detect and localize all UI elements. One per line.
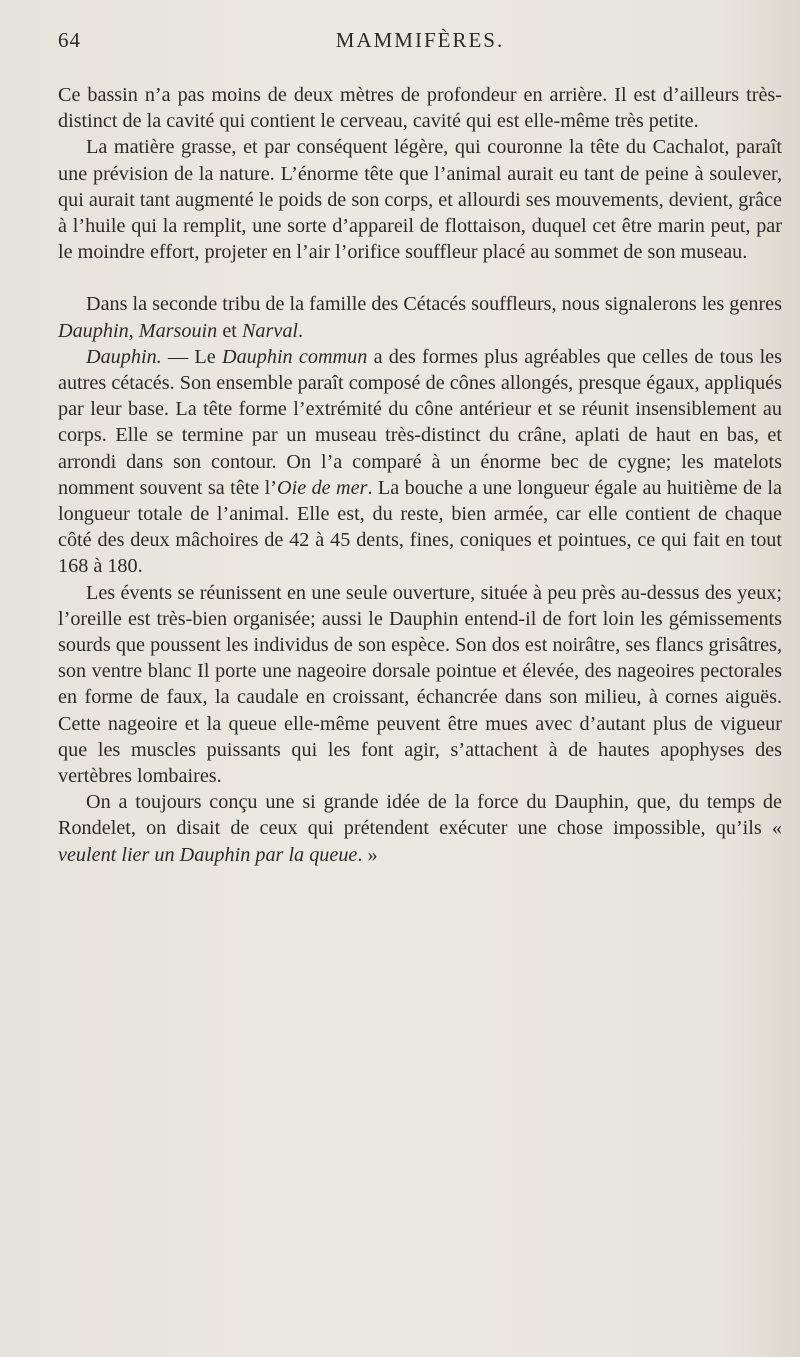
paragraph-cachalot-matiere-grasse: La matière grasse, et par conséquent légère, qui couronne la tête du Cachalot, paraît une prévision de la nature. L’énorme tête que l’animal aurait eu tant de peine à soulever, qui aurait tant augmenté le poids de son corps, et allourdi ses mouvements, devient, grâce à l’huile qui la remplit, une sorte d’appareil de flottaison, duquel cet être marin peut, par le moindre effort, projeter en l’air l’orifice souffleur placé au sommet de son museau.: [58, 136, 782, 264]
paragraph-seconde-tribu: Dans la seconde tribu de la famille des Cétacés souffleurs, nous signalerons les genres Dauphin, Marsouin et Narval.: [58, 293, 782, 342]
genus-marsouin: Marsouin: [138, 319, 218, 342]
species-dauphin-commun: Dauphin commun: [221, 345, 368, 368]
paragraph-dauphin-description: Dauphin. — Le Dauphin commun a des formes plus agréables que celles de tous les autres cétacés. Son ensemble paraît composé de cônes allongés, presque égaux, appliqués par leur base. La tête forme l’extrémité du cône antérieur et se réunit insensiblement au corps. Elle se termine par un museau très-distinct du crâne, aplati de haut en bas, et arrondi dans son contour. On l’a comparé à un énorme bec de cygne; les matelots nomment souvent sa tête l’Oie de mer. La bouche a une longueur égale au huitième de la longueur totale de l’animal. Elle est, du reste, bien armée, car elle contient de chaque côté des deux mâchoires de 42 à 45 dents, fines, coniques et pointues, ce qui fait en tout 168 à 180.: [58, 345, 783, 578]
page-number: 64: [58, 28, 81, 52]
running-title: MAMMIFÈRES.: [335, 28, 505, 52]
nickname-oie-de-mer: Oie de mer: [277, 476, 368, 499]
paragraph-dauphin-events: Les évents se réunissent en une seule ouverture, située à peu près au-dessus des yeux; l’oreille est très-bien organisée; aussi le Dauphin entend-il de fort loin les gémissements sourds que poussent les individus de son espèce. Son dos est noirâtre, ses flancs grisâtres, son ventre blanc Il porte une nageoire dorsale pointue et élevée, des nageoires pectorales en forme de faux, la caudale en croissant, échancrée dans son milieu, à cornes aiguës. Cette nageoire et la queue elle-même peuvent être mues avec d’autant plus de vigueur que les muscles puissants qui les font agir, s’attachent à de hautes apophyses des vertèbres lombaires.: [58, 581, 782, 788]
page-header: [58, 28, 782, 62]
section-lead-dauphin: Dauphin.: [86, 345, 162, 368]
rondelet-quote: veulent lier un Dauphin par la queue: [58, 843, 358, 866]
paragraph-cachalot-bassin: Ce bassin n’a pas moins de deux mètres de profondeur en arrière. Il est d’ailleurs très-distinct de la cavité qui contient le cerveau, cavité qui est elle-même très petite.: [58, 84, 782, 133]
body-text: [58, 82, 782, 868]
genus-narval: Narval: [241, 319, 299, 342]
paragraph-dauphin-rondelet: On a toujours conçu une si grande idée de la force du Dauphin, que, du temps de Rondelet, on disait de ceux qui prétendent exécuter une chose impossible, qu’ils « veulent lier un Dauphin par la queue. »: [58, 791, 782, 866]
genus-dauphin: Dauphin: [58, 319, 129, 342]
